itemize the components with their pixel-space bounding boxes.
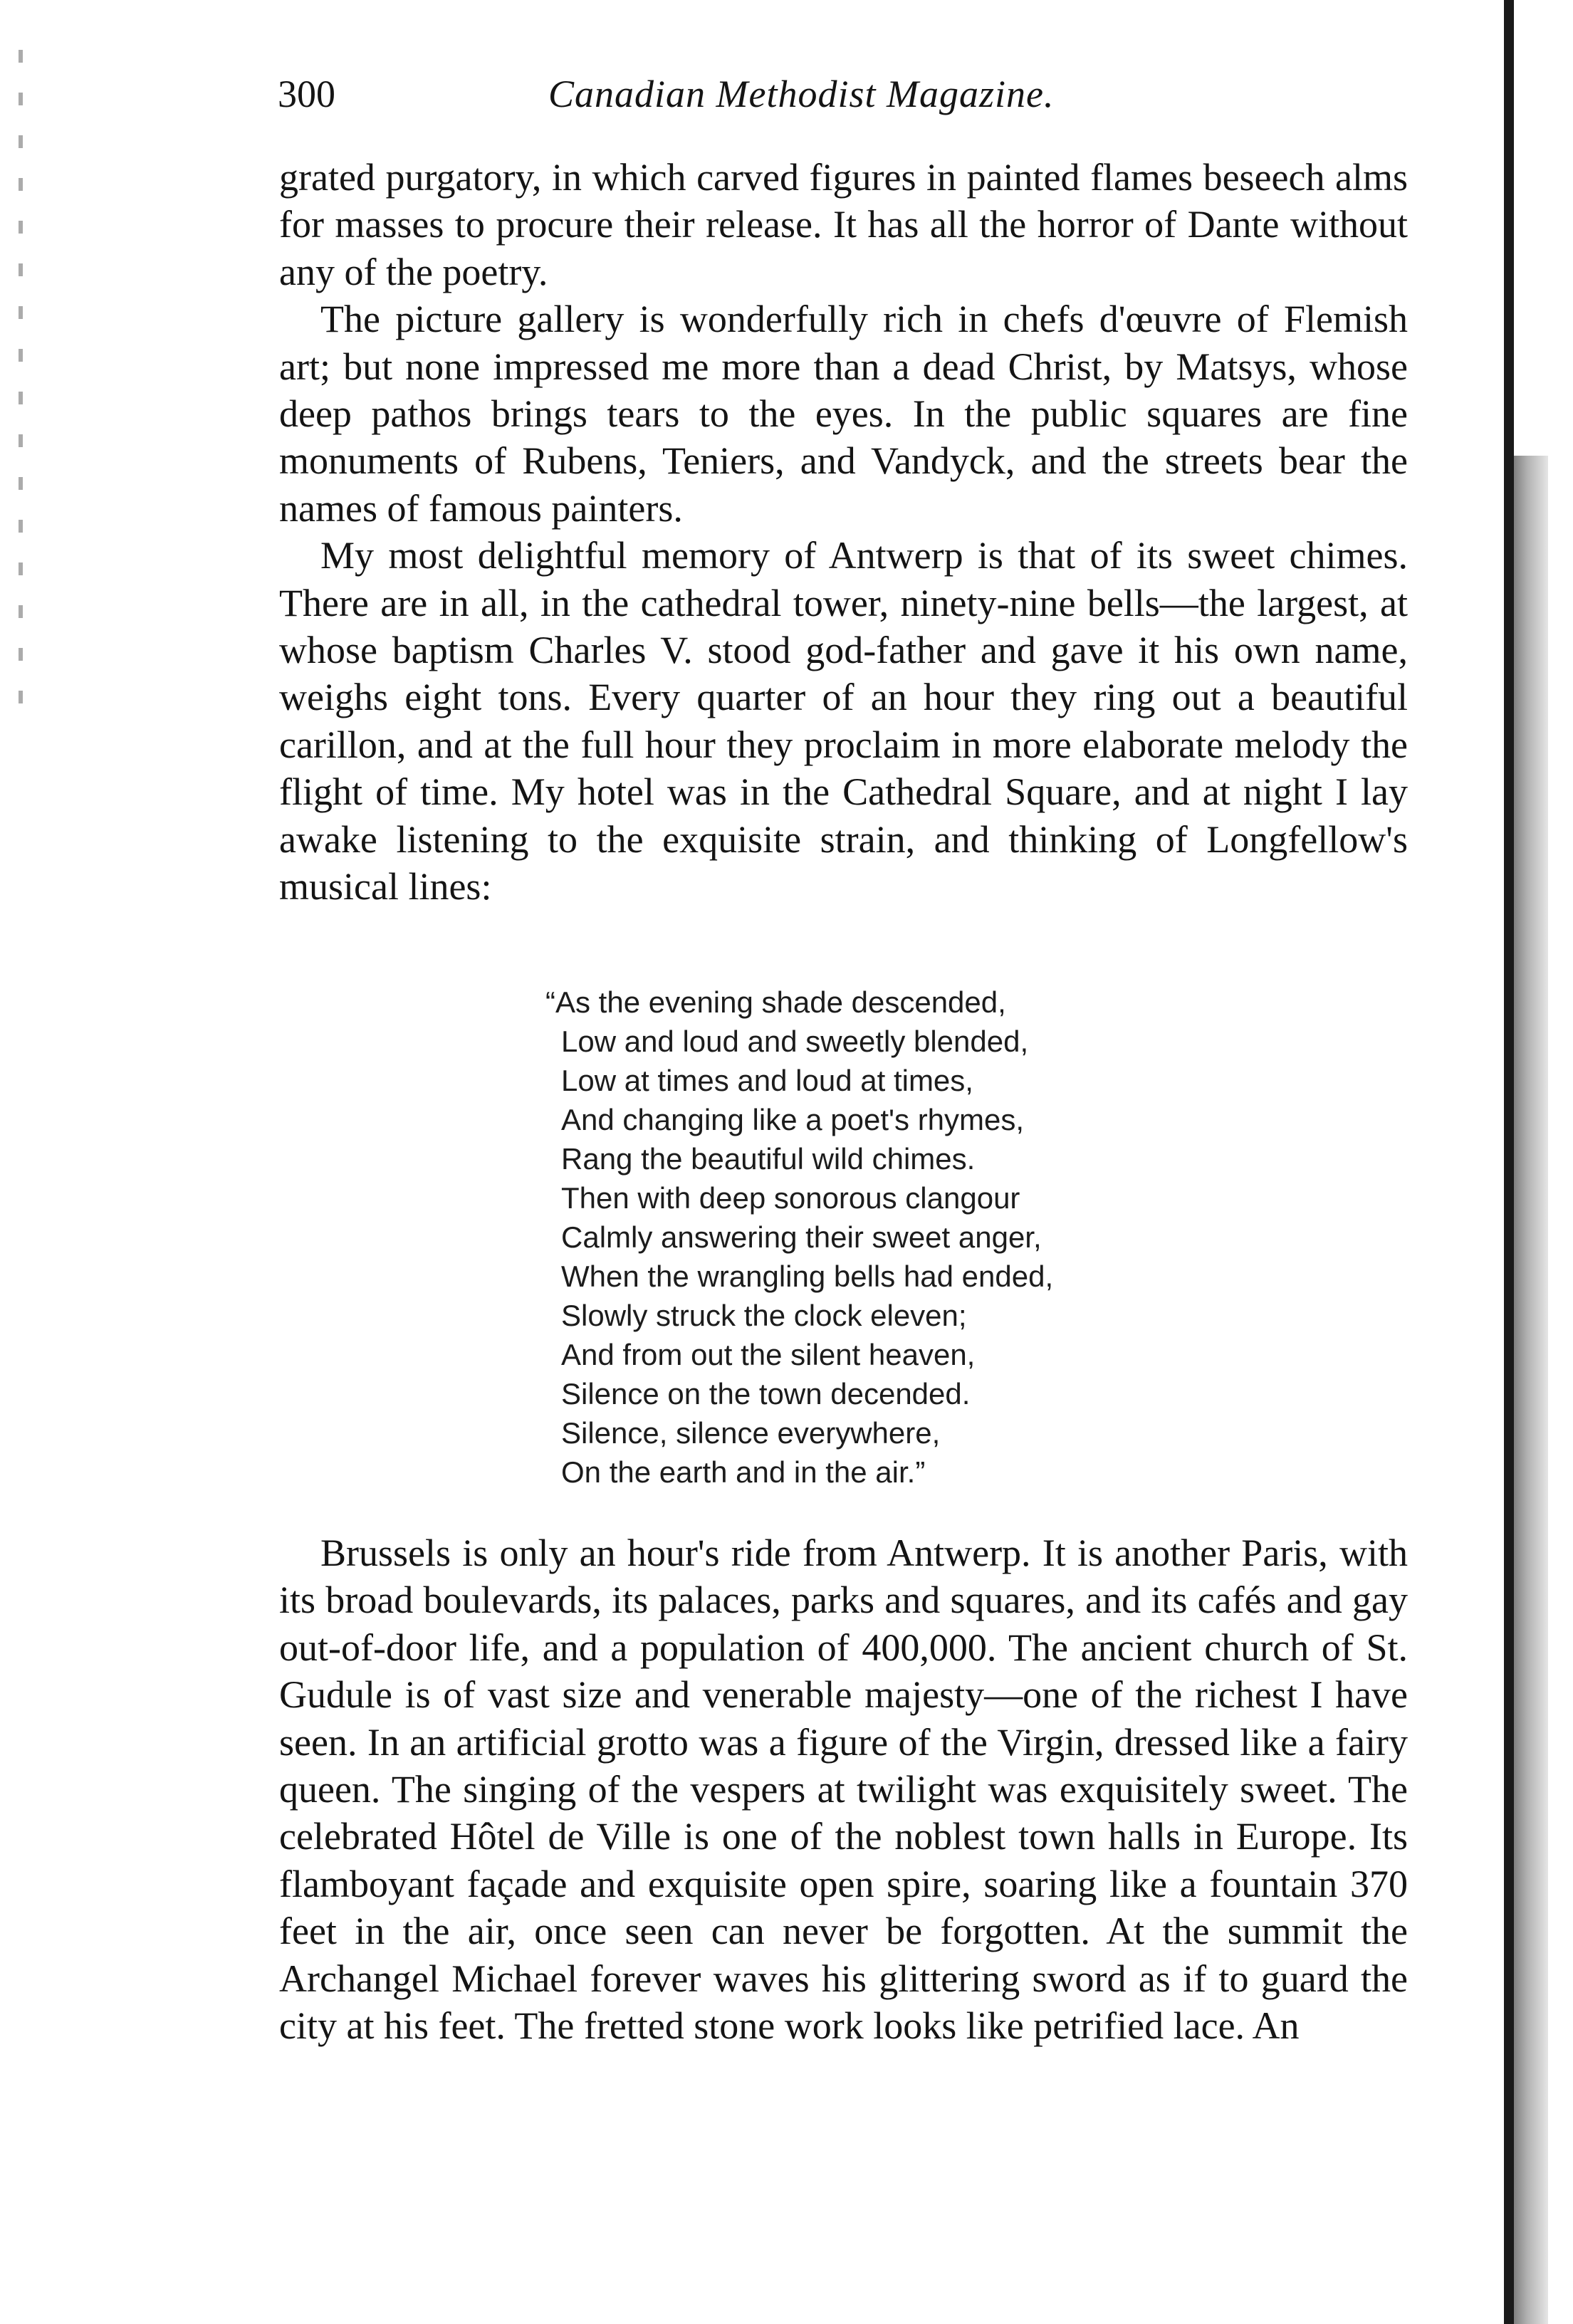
poem-line: “As the evening shade descended, [545, 985, 1006, 1019]
poem-line: Low and loud and sweetly blended, [561, 1025, 1029, 1058]
paragraph-brussels: Brussels is only an hour's ride from Antwerp. It is another Paris, with its broad boulevards, its palaces, parks and squares, and its cafés and gay out-of-door life, and a population of 400,000. The ancient church of St. Gudule is of vast size and venerable majesty—one of the richest I have seen. In an artificial grotto was a figure of the Virgin, dressed like a fairy queen. The singing of the vespers at twilight was exquisitely sweet. The celebrated Hôtel de Ville is one of the noblest town halls in Europe. Its flamboyant façade and exquisite open spire, soaring like a fountain 370 feet in the air, once seen can never be forgotten. At the summit the Archangel Michael forever waves his glittering sword as if to guard the city at his feet. The fretted stone work looks like petrified lace. An [279, 1532, 1408, 2048]
poem-line: When the wrangling bells had ended, [561, 1260, 1054, 1293]
poem-quotation [545, 983, 1273, 1492]
page-number: 300 [278, 73, 335, 115]
page-header [278, 66, 1417, 122]
poem-line: Low at times and loud at times, [561, 1064, 973, 1097]
poem-line: Calmly answering their sweet anger, [561, 1220, 1042, 1254]
page-binding-edge [1504, 0, 1514, 2324]
paragraph-antwerp-chimes: My most delightful memory of Antwerp is that of its sweet chimes. There are in all, in the cathedral tower, ninety-nine bells—the largest, at whose baptism Charles V. stood god-father and gave it his own name, weighs eight tons. Every quarter of an hour they ring out a beautiful carillon, and at the full hour they proclaim in more elaborate melody the flight of time. My hotel was in the Cathedral Square, and at night I lay awake listening to the exquisite strain, and thinking of Longfellow's musical lines: [279, 534, 1408, 909]
scan-edge-marks [19, 50, 23, 733]
poem-line: Then with deep sonorous clangour [561, 1181, 1020, 1215]
poem-line: And changing like a poet's rhymes, [561, 1103, 1025, 1136]
body-text-before-poem [279, 154, 1408, 911]
poem-line: Rang the beautiful wild chimes. [561, 1142, 976, 1176]
paragraph-picture-gallery: The picture gallery is wonderfully rich in chefs d'œuvre of Flemish art; but none impressed me more than a dead Christ, by Matsys, whose deep pathos brings tears to the eyes. In the public squares are fine monuments of Rubens, Teniers, and Vandyck, and the streets bear the names of famous painters. [279, 298, 1408, 530]
page-binding-shadow [1514, 456, 1548, 2324]
paragraph-purgatory: grated purgatory, in which carved figures in painted flames beseech alms for masses to procure their release. It has all the horror of Dante without any of the poetry. [279, 156, 1408, 293]
poem-line: On the earth and in the air.” [561, 1455, 926, 1489]
poem-line: Silence on the town decended. [561, 1377, 971, 1410]
running-title: Canadian Methodist Magazine. [548, 73, 1055, 115]
poem-line: Slowly struck the clock eleven; [561, 1299, 967, 1332]
poem-line: And from out the silent heaven, [561, 1338, 976, 1371]
body-text-after-poem [279, 1529, 1408, 2049]
poem-line: Silence, silence everywhere, [561, 1416, 941, 1450]
